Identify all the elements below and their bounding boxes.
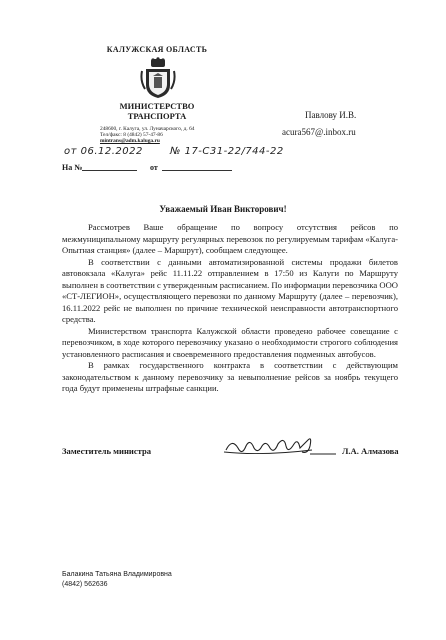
reference-number-line — [82, 170, 137, 171]
recipient-name: Павлову И.В. — [305, 110, 357, 120]
executor-phone: (4842) 562636 — [62, 581, 108, 588]
letter-body — [62, 222, 398, 395]
ministry-name — [104, 101, 210, 121]
handwritten-signature — [222, 432, 338, 460]
reference-date-label: от — [150, 163, 158, 172]
executor-name: Балакина Татьяна Владимировна — [62, 571, 172, 578]
address-line-2: Тел/факс: 8 (4842) 57-47-86 — [100, 132, 163, 139]
ministry-line-1: МИНИСТЕРСТВО — [119, 101, 195, 111]
reference-number-label: На № — [62, 163, 83, 172]
ministry-line-2: ТРАНСПОРТА — [127, 111, 187, 121]
paragraph: Рассмотрев Ваше обращение по вопросу отсутствия рейсов по межмуниципальному маршруту регулярных перевозок по регулируемым тарифам «Калуга-Опытная станция» (далее – Маршрут), сообщаем следующее. — [62, 222, 398, 255]
paragraph: В соответствии с данными автоматизированной системы продажи билетов автовокзала «Калуга» рейс 11.11.22 отправлением в 17:50 из Калуги по Маршруту выполнен в соответствии с утвержденным расписанием. По информации перевозчика ООО «СТ-ЛЕГИОН», осуществляющего перевозки по данному Маршруту (далее – перевозчик), 16.11.2022 рейс не выполнен по причине технической неисправности автотранспортного средства. — [62, 256, 399, 324]
region-title: КАЛУЖСКАЯ ОБЛАСТЬ — [106, 45, 208, 54]
ministry-address — [100, 126, 240, 145]
reference-date-line — [162, 170, 232, 171]
recipient-email: acura567@.inbox.ru — [282, 127, 356, 137]
handwritten-number: № 17-С31-22/744-22 — [170, 146, 284, 157]
signatory-title: Заместитель министра — [62, 446, 152, 456]
paragraph: В рамках государственного контракта в соответствии с действующим законодательством к данному перевозчику за невыполнение рейсов за ноябрь текущего года будут применены штрафные санкции. — [62, 360, 398, 393]
coat-of-arms-icon — [140, 57, 176, 99]
address-line-1: 248600, г. Калуга, ул. Луначарского, д. 64 — [100, 126, 195, 132]
paragraph: Министерством транспорта Калужской области проведено рабочее совещание с перевозчиком, в ходе которого перевозчику указано о необходимости строгого соблюдения установленного расписания и своевременного предоставления подменных автобусов. — [62, 325, 398, 359]
address-email: mintrans@adm.kaluga.ru — [100, 138, 160, 145]
salutation: Уважаемый Иван Викторович! — [159, 204, 287, 214]
handwritten-date: от 06.12.2022 — [64, 146, 143, 157]
signatory-name: Л.А. Алмазова — [342, 446, 399, 456]
